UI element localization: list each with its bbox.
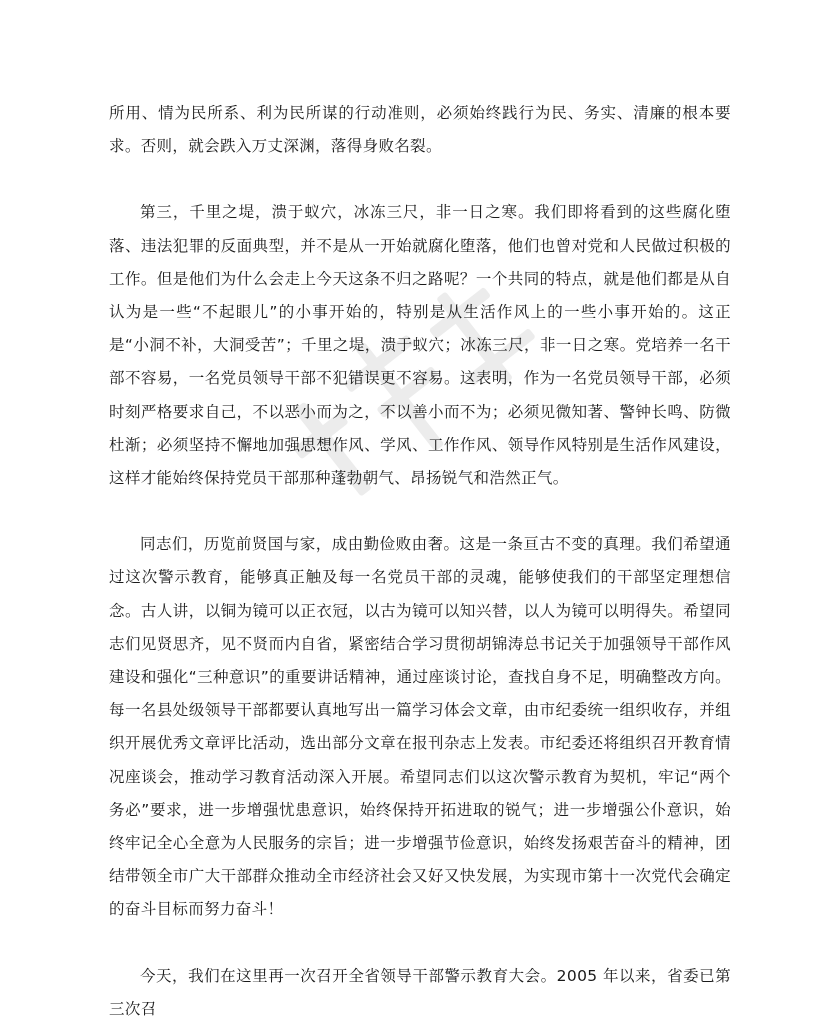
paragraph-4: 今天，我们在这里再一次召开全省领导干部警示教育大会。2005 年以来，省委已第三次召 [109, 966, 731, 1018]
paragraph-2: 第三，千里之堤，溃于蚁穴，冰冻三尺，非一日之寒。我们即将看到的这些腐化堕落、违法犯罪的反面典型，并不是从一开始就腐化堕落，他们也曾对党和人民做过积极的工作。但是他们为什么会走上今天这条不归之路呢？一个共同的特点，就是他们都是从自认为是一些“不起眼儿”的小事开始的，特别是从生活作风上的一些小事开始的。这正是“小洞不补，大洞受苦”；千里之堤，溃于蚁穴；冰冻三尺，非一日之寒。党培养一名干部不容易，一名党员领导干部不犯错误更不容易。这表明，作为一名党员领导干部，必须时刻严格要求自己，不以恶小而为之，不以善小而不为；必须见微知著、警钟长鸣、防微杜渐；必须坚持不懈地加强思想作风、学风、工作作风、领导作风特别是生活作风建设，这样才能始终保持党员干部那种蓬勃朝气、昂扬锐气和浩然正气。 [109, 203, 731, 488]
paragraph-1: 所用、情为民所系、利为民所谋的行动准则，必须始终践行为民、务实、清廉的根本要求。否则，就会跌入万丈深渊，落得身败名裂。 [109, 104, 731, 156]
document-body [109, 97, 731, 1026]
paragraph-3: 同志们，历览前贤国与家，成由勤俭败由奢。这是一条亘古不变的真理。我们希望通过这次警示教育，能够真正触及每一名党员干部的灵魂，能够使我们的干部坚定理想信念。古人讲，以铜为镜可以正衣冠，以古为镜可以知兴替，以人为镜可以明得失。希望同志们见贤思齐，见不贤而内自省，紧密结合学习贯彻胡锦涛总书记关于加强领导干部作风建设和强化“三种意识”的重要讲话精神，通过座谈讨论，查找自身不足，明确整改方向。每一名县处级领导干部都要认真地写出一篇学习体会文章，由市纪委统一组织收存，并组织开展优秀文章评比活动，选出部分文章在报刊杂志上发表。市纪委还将组织召开教育情况座谈会，推动学习教育活动深入开展。希望同志们以这次警示教育为契机，牢记“两个务必”要求，进一步增强忧患意识，始终保持开拓进取的锐气；进一步增强公仆意识，始终牢记全心全意为人民服务的宗旨；进一步增强节俭意识，始终发扬艰苦奋斗的精神，团结带领全市广大干部群众推动全市经济社会又好又快发展，为实现市第十一次党代会确定的奋斗目标而努力奋斗！ [109, 535, 731, 919]
